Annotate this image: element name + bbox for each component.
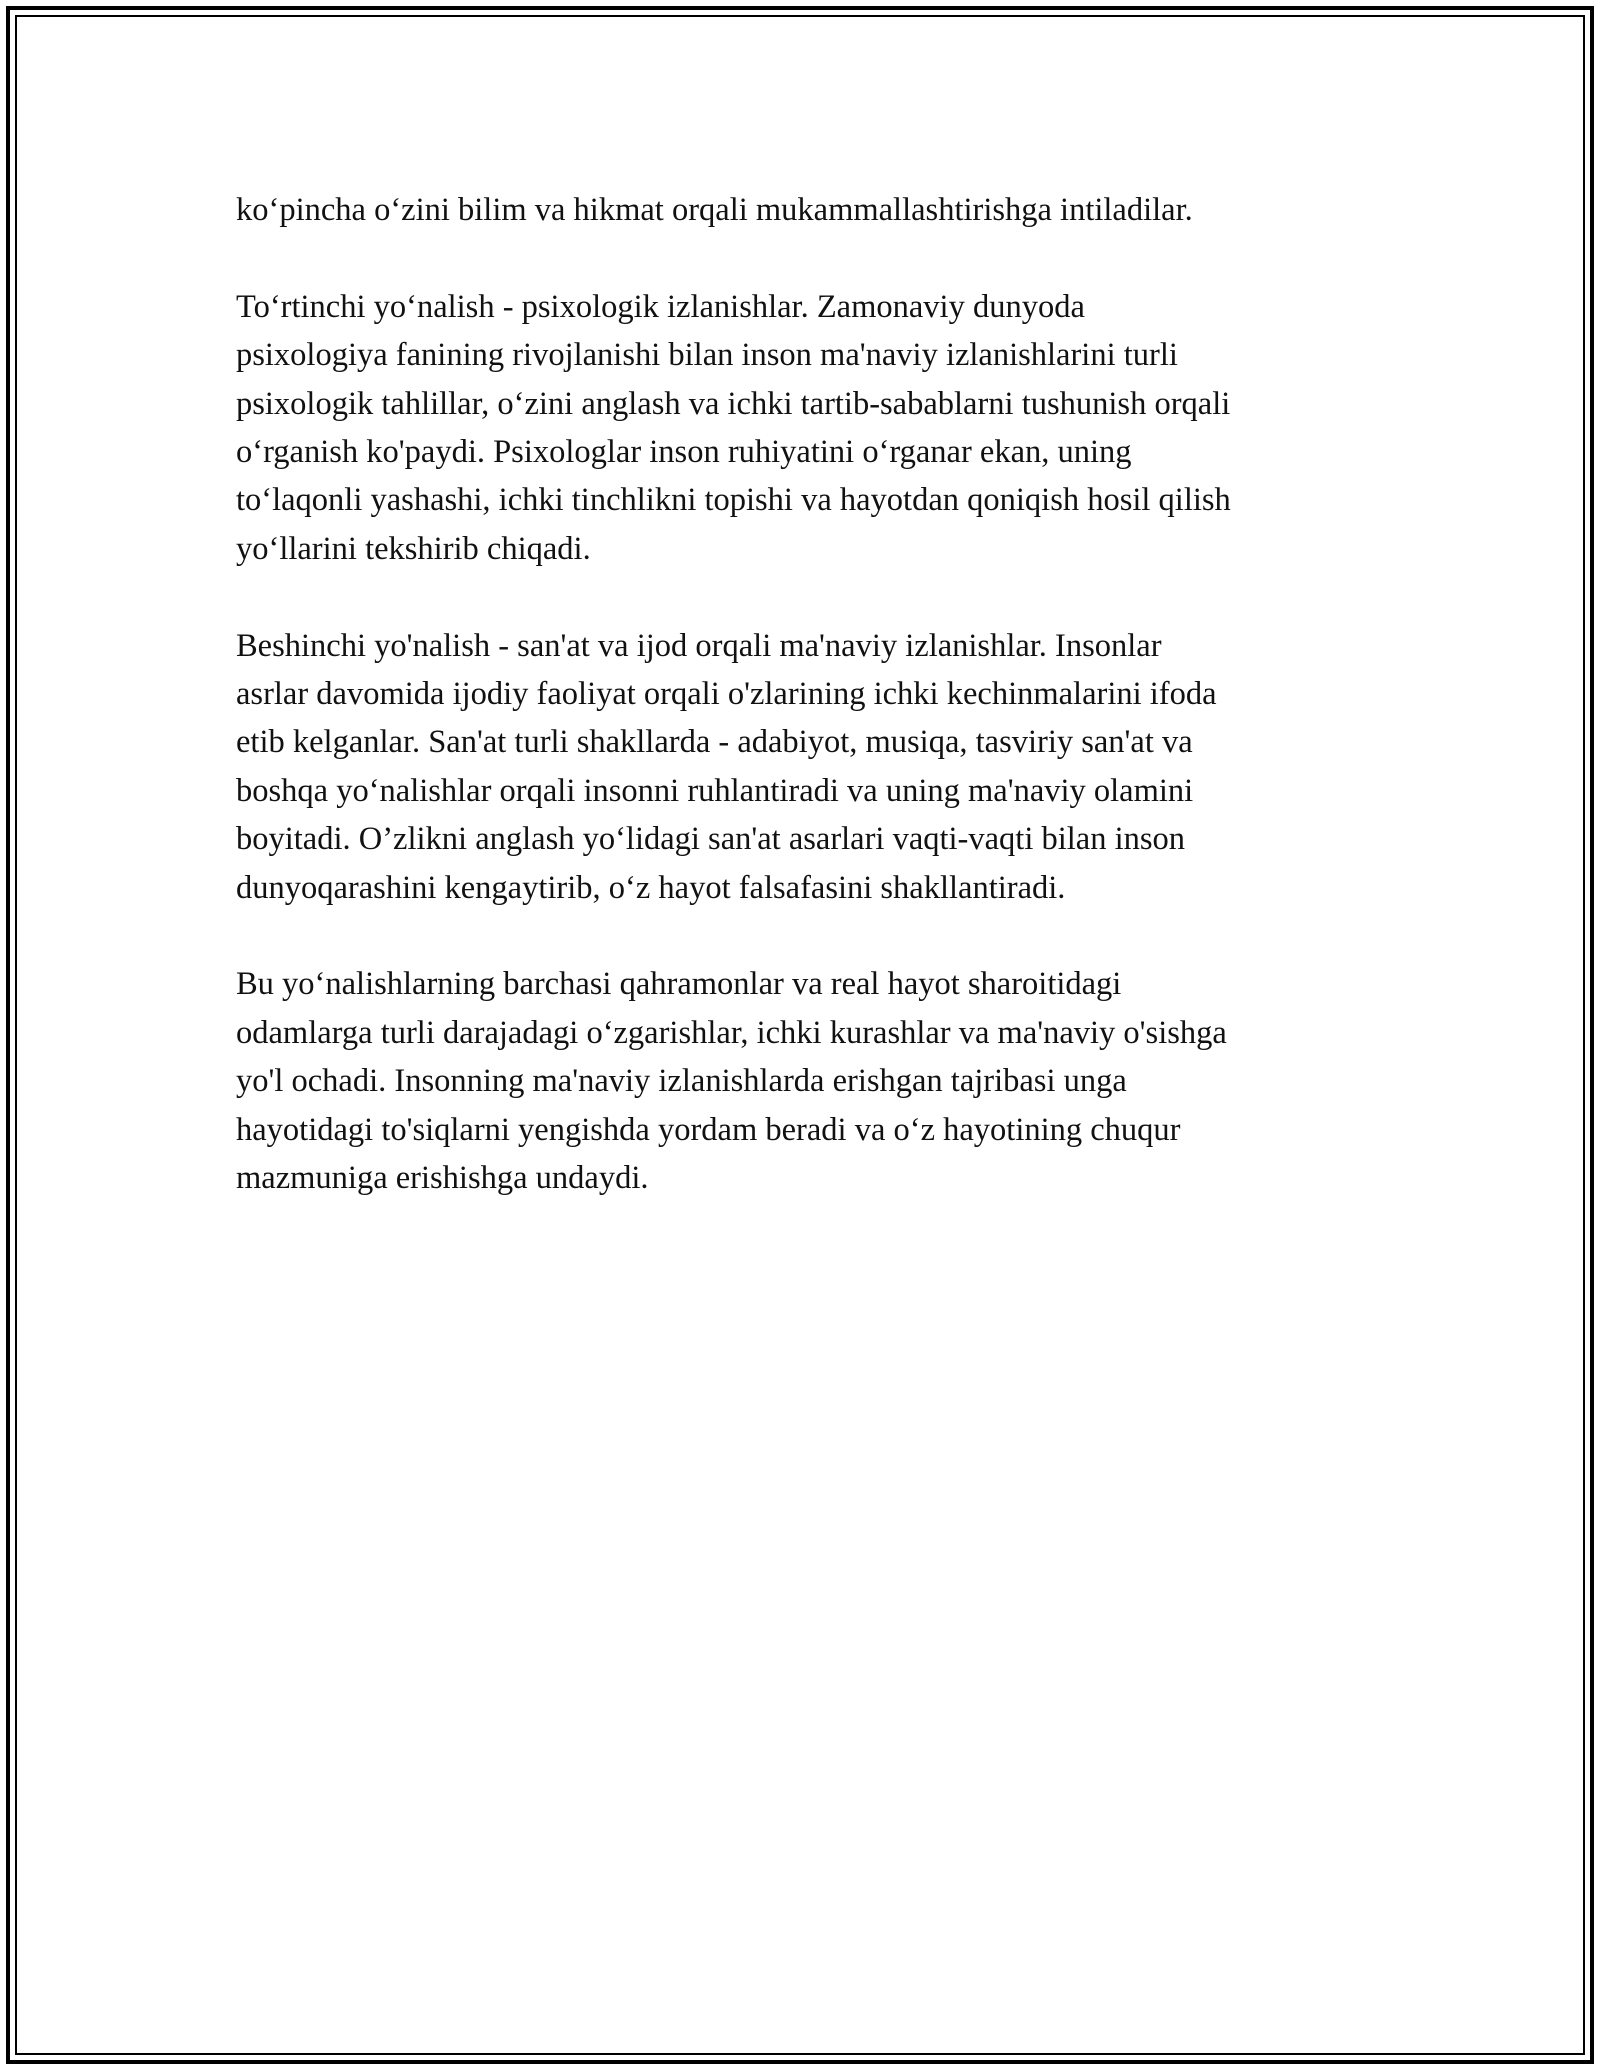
text-line: dunyoqarashini kengaytirib, o‘z hayot falsafasini shakllantiradi. (236, 869, 1066, 906)
text-line: boyitadi. O’zlikni anglash yo‘lidagi san'at asarlari vaqti-vaqti bilan inson (236, 821, 1186, 858)
text-line: hayotidagi to'siqlarni yengishda yordam beradi va o‘z hayotining chuqur (236, 1111, 1181, 1148)
paragraph-2 (236, 283, 1386, 573)
text-line: psixologik tahlillar, o‘zini anglash va ichki tartib-sabablarni tushunish orqali (236, 385, 1231, 422)
text-line: etib kelganlar. San'at turli shakllarda - adabiyot, musiqa, tasviriy san'at va (236, 724, 1193, 761)
text-line: o‘rganish ko'paydi. Psixologlar inson ruhiyatini o‘rganar ekan, uning (236, 434, 1132, 471)
text-line: yo'l ochadi. Insonning ma'naviy izlanishlarda erishgan tajribasi unga (236, 1063, 1127, 1100)
text-line: boshqa yo‘nalishlar orqali insonni ruhlantiradi va uning ma'naviy olamini (236, 772, 1194, 809)
paragraph-3 (236, 622, 1386, 912)
text-line: to‘laqonli yashashi, ichki tinchlikni topishi va hayotdan qoniqish hosil qilish (236, 482, 1231, 519)
document-body (236, 186, 1386, 1251)
text-line: ko‘pincha o‘zini bilim va hikmat orqali mukammallashtirishga intiladilar. (236, 192, 1193, 228)
paragraph-1 (236, 186, 1386, 234)
text-line: To‘rtinchi yo‘nalish - psixologik izlanishlar. Zamonaviy dunyoda (236, 288, 1085, 325)
text-line: Bu yo‘nalishlarning barchasi qahramonlar va real hayot sharoitidagi (236, 966, 1122, 1003)
text-line: yo‘llarini tekshirib chiqadi. (236, 530, 591, 567)
paragraph-4 (236, 960, 1386, 1202)
text-line: asrlar davomida ijodiy faoliyat orqali o'zlarining ichki kechinmalarini ifoda (236, 676, 1217, 713)
text-line: mazmuniga erishishga undaydi. (236, 1160, 649, 1197)
text-line: Beshinchi yo'nalish - san'at va ijod orqali ma'naviy izlanishlar. Insonlar (236, 627, 1162, 664)
text-line: psixologiya fanining rivojlanishi bilan inson ma'naviy izlanishlarini turli (236, 337, 1178, 374)
text-line: odamlarga turli darajadagi o‘zgarishlar, ichki kurashlar va ma'naviy o'sishga (236, 1014, 1227, 1051)
